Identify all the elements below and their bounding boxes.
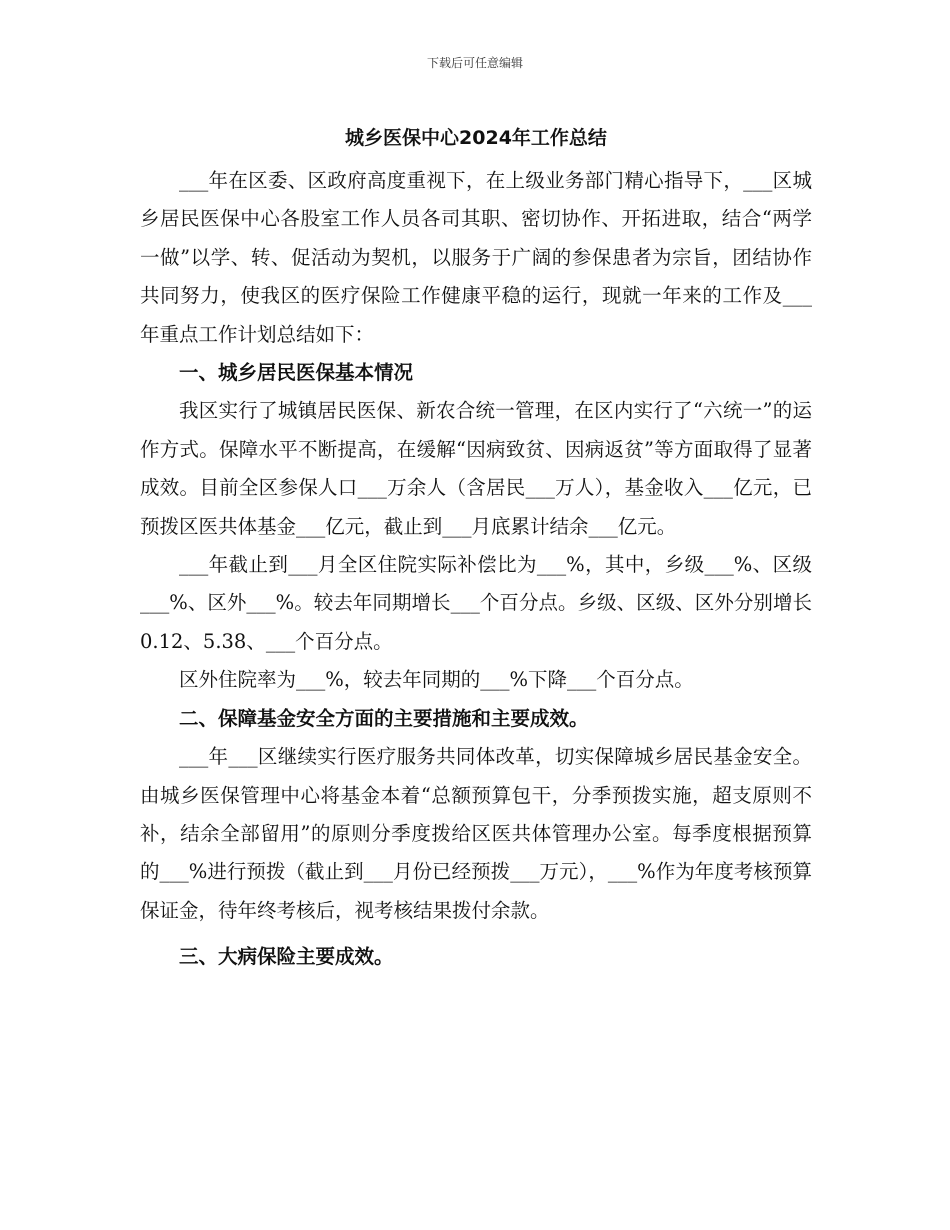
document-body xyxy=(140,118,812,977)
section-2-heading: 二、保障基金安全方面的主要措施和主要成效。 xyxy=(179,706,589,730)
section-2-paragraph-1: ___年___区继续实行医疗服务共同体改革，切实保障城乡居民基金安全。由城乡医保管理中心将基金本着“总额预算包干，分季预拨实施，超支原则不补，结余全部留用”的原则分季度拨给区医共体管理办公室。每季度根据预算的___%进行预拨（截止到___月份已经预拨___万元），___%作为年度考核预算保证金，待年终考核后，视考核结果拨付余款。 xyxy=(140,745,812,922)
section-1-heading: 一、城乡居民医保基本情况 xyxy=(179,361,414,385)
section-3-heading: 三、大病保险主要成效。 xyxy=(179,945,394,969)
section-1-paragraph-1: 我区实行了城镇居民医保、新农合统一管理，在区内实行了“六统一”的运作方式。保障水平不断提高，在缓解“因病致贫、因病返贫”等方面取得了显著成效。目前全区参保人口___万余人（含居民___万人），基金收入___亿元，已预拨区医共体基金___亿元，截止到___月底累计结余___亿元。 xyxy=(140,399,812,538)
section-1-paragraph-2: ___年截止到___月全区住院实际补偿比为___%，其中，乡级___%、区级___%、区外___%。较去年同期增长___个百分点。乡级、区级、区外分别增长0.12、5.38、___个百分点。 xyxy=(140,553,812,653)
section-1-paragraph-3: 区外住院率为___%，较去年同期的___%下降___个百分点。 xyxy=(179,668,694,692)
document-title: 城乡医保中心2024年工作总结 xyxy=(345,127,607,149)
page-header-note: 下载后可任意编辑 xyxy=(426,56,523,70)
intro-paragraph: ___年在区委、区政府高度重视下，在上级业务部门精心指导下，___区城乡居民医保中心各股室工作人员各司其职、密切协作、开拓进取，结合“两学一做”以学、转、促活动为契机，以服务于广阔的参保患者为宗旨，团结协作共同努力，使我区的医疗保险工作健康平稳的运行，现就一年来的工作及___年重点工作计划总结如下： xyxy=(140,169,812,346)
